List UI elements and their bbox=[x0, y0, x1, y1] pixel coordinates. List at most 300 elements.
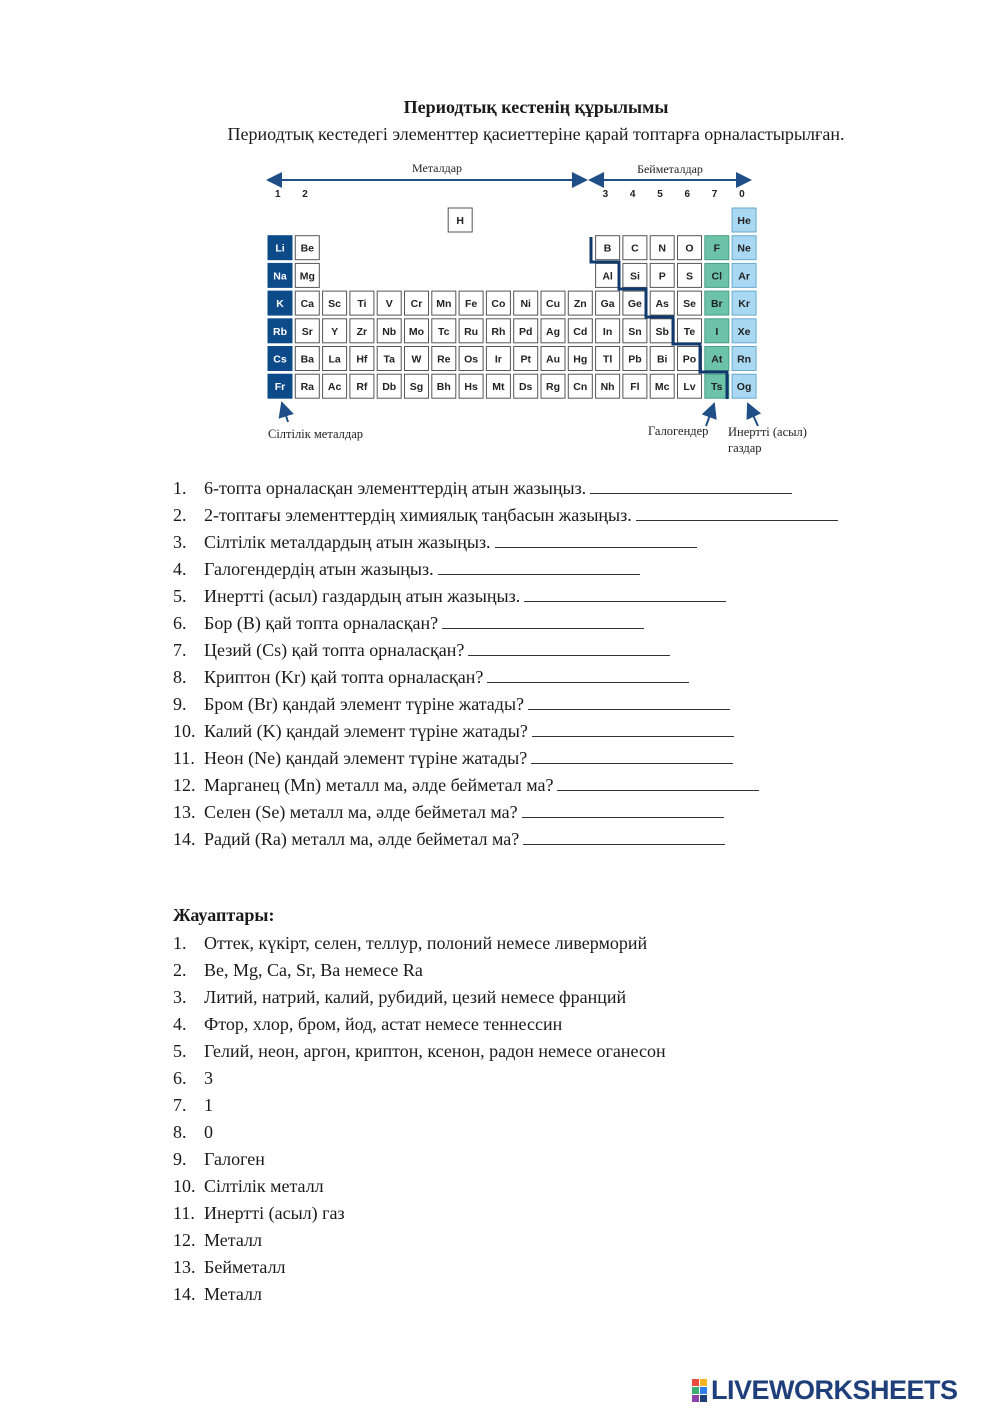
element-cell-zn bbox=[568, 291, 592, 315]
element-cell-re bbox=[432, 347, 456, 371]
element-symbol: Fr bbox=[274, 381, 286, 394]
answer-blank[interactable] bbox=[495, 532, 697, 548]
question-number: 14. bbox=[173, 829, 196, 849]
element-symbol: Br bbox=[710, 298, 723, 311]
element-symbol: Lv bbox=[683, 381, 696, 394]
answer-number: 13. bbox=[173, 1257, 196, 1277]
element-symbol: Be bbox=[300, 242, 315, 255]
element-symbol: Zn bbox=[573, 298, 587, 311]
element-cell-se bbox=[678, 291, 702, 315]
element-cell-ag bbox=[541, 319, 565, 343]
element-symbol: At bbox=[711, 353, 723, 366]
element-symbol: Pd bbox=[518, 325, 533, 338]
element-symbol: W bbox=[411, 353, 422, 366]
question-number: 2. bbox=[173, 505, 187, 525]
logo-mark-icon bbox=[692, 1379, 707, 1402]
element-cell-ca bbox=[295, 291, 319, 315]
question-text: Неон (Ne) қандай элемент түріне жатады? bbox=[204, 748, 528, 768]
answer-text: Инертті (асыл) газ bbox=[204, 1203, 345, 1223]
element-cell-hg bbox=[568, 347, 592, 371]
element-symbol: I bbox=[715, 325, 719, 338]
element-symbol: In bbox=[602, 325, 613, 338]
answer-item bbox=[173, 1039, 953, 1066]
element-symbol: Mn bbox=[436, 298, 452, 311]
element-cell-ta bbox=[377, 347, 401, 371]
element-cell-i bbox=[705, 319, 729, 343]
question-number: 13. bbox=[173, 802, 196, 822]
element-symbol: Sb bbox=[655, 325, 669, 338]
answer-item bbox=[173, 1012, 953, 1039]
element-cells bbox=[268, 208, 756, 398]
question-text: Марганец (Mn) металл ма, әлде бейметал ма? bbox=[204, 775, 554, 795]
element-symbol: Ir bbox=[494, 353, 502, 366]
element-cell-po bbox=[678, 347, 702, 371]
element-cell-fe bbox=[459, 291, 483, 315]
element-symbol: Li bbox=[275, 242, 285, 255]
question-item bbox=[173, 719, 953, 746]
answer-text: Металл bbox=[204, 1284, 262, 1304]
noble-label-line2: газдар bbox=[728, 441, 762, 455]
question-item bbox=[173, 476, 953, 503]
question-item bbox=[173, 638, 953, 665]
element-symbol: Ge bbox=[627, 298, 642, 311]
element-symbol: Hs bbox=[464, 381, 478, 394]
element-symbol: Tl bbox=[602, 353, 613, 366]
element-symbol: Ar bbox=[738, 270, 750, 283]
answer-item bbox=[173, 985, 953, 1012]
element-symbol: O bbox=[685, 242, 694, 255]
element-symbol: Co bbox=[491, 298, 506, 311]
element-symbol: Db bbox=[382, 381, 397, 394]
element-symbol: Ti bbox=[357, 298, 367, 311]
element-symbol: Cn bbox=[573, 381, 588, 394]
element-symbol: Hf bbox=[356, 353, 368, 366]
element-symbol: Cu bbox=[546, 298, 560, 311]
question-item bbox=[173, 827, 953, 854]
question-number: 8. bbox=[173, 667, 187, 687]
element-symbol: Ca bbox=[300, 298, 315, 311]
element-symbol: La bbox=[328, 353, 341, 366]
answer-number: 5. bbox=[173, 1041, 187, 1061]
periodic-table-diagram bbox=[262, 158, 822, 458]
element-symbol: Bi bbox=[656, 353, 668, 366]
answer-item bbox=[173, 1228, 953, 1255]
answer-text: Бейметалл bbox=[204, 1257, 286, 1277]
element-symbol: Si bbox=[629, 270, 640, 283]
element-symbol: Pb bbox=[628, 353, 642, 366]
element-symbol: B bbox=[603, 242, 612, 255]
page-title: Периодтық кестенің құрылымы bbox=[403, 97, 669, 117]
question-item bbox=[173, 611, 953, 638]
answer-text: Оттек, күкірт, селен, теллур, полоний немесе ливерморий bbox=[204, 933, 648, 953]
element-cell-br bbox=[705, 291, 729, 315]
element-cell-fl bbox=[623, 374, 647, 398]
element-symbol: Ba bbox=[300, 353, 315, 366]
question-number: 6. bbox=[173, 613, 187, 633]
question-text: Бор (B) қай топта орналасқан? bbox=[204, 613, 439, 633]
answer-item bbox=[173, 958, 953, 985]
answer-number: 7. bbox=[173, 1095, 187, 1115]
element-cell-mn bbox=[432, 291, 456, 315]
element-cell-cn bbox=[568, 374, 592, 398]
logo-square bbox=[692, 1395, 699, 1402]
element-symbol: F bbox=[713, 242, 721, 255]
group-numbers bbox=[275, 189, 745, 200]
group-number: 2 bbox=[302, 189, 308, 200]
question-number: 1. bbox=[173, 478, 187, 498]
element-symbol: Rh bbox=[491, 325, 506, 338]
element-symbol: C bbox=[631, 242, 639, 255]
question-item bbox=[173, 746, 953, 773]
answer-blank[interactable] bbox=[487, 667, 689, 683]
element-cell-pt bbox=[514, 347, 538, 371]
answer-text: 3 bbox=[204, 1068, 213, 1088]
element-cell-sr bbox=[295, 319, 319, 343]
question-number: 10. bbox=[173, 721, 196, 741]
element-symbol: Ds bbox=[518, 381, 533, 394]
element-symbol: Nb bbox=[382, 325, 397, 338]
noble-label-line1: Инертті (асыл) bbox=[728, 425, 807, 439]
element-symbol: Ag bbox=[546, 325, 560, 338]
answer-item bbox=[173, 1201, 953, 1228]
element-symbol: Zr bbox=[356, 325, 368, 338]
element-cell-zr bbox=[350, 319, 374, 343]
element-cell-la bbox=[323, 347, 347, 371]
answer-blank[interactable] bbox=[590, 478, 792, 494]
element-cell-mg bbox=[295, 263, 319, 287]
element-cell-n bbox=[650, 236, 674, 260]
answer-blank[interactable] bbox=[523, 829, 725, 845]
element-symbol: Sr bbox=[301, 325, 313, 338]
answer-blank[interactable] bbox=[524, 586, 726, 602]
element-cell-sg bbox=[405, 374, 429, 398]
element-cell-pd bbox=[514, 319, 538, 343]
element-cell-nb bbox=[377, 319, 401, 343]
element-cell-fr bbox=[268, 374, 292, 398]
element-symbol: Fe bbox=[464, 298, 478, 311]
question-number: 4. bbox=[173, 559, 187, 579]
question-number: 3. bbox=[173, 532, 187, 552]
answer-item bbox=[173, 931, 953, 958]
element-symbol: Al bbox=[602, 270, 613, 283]
element-cell-xe bbox=[732, 319, 756, 343]
element-cell-y bbox=[323, 319, 347, 343]
logo-square bbox=[692, 1387, 699, 1394]
element-symbol: As bbox=[655, 298, 669, 311]
element-symbol: Sc bbox=[328, 298, 342, 311]
element-symbol: Rg bbox=[546, 381, 560, 394]
element-symbol: V bbox=[385, 298, 393, 311]
question-item bbox=[173, 530, 953, 557]
element-cell-mt bbox=[486, 374, 510, 398]
element-symbol: Mc bbox=[654, 381, 670, 394]
halogen-arrow bbox=[706, 404, 714, 426]
logo-square bbox=[700, 1395, 707, 1402]
question-item bbox=[173, 584, 953, 611]
answer-item bbox=[173, 1120, 953, 1147]
element-cell-f bbox=[705, 236, 729, 260]
answer-blank[interactable] bbox=[557, 775, 759, 791]
element-cell-al bbox=[596, 263, 620, 287]
element-symbol: He bbox=[737, 215, 751, 227]
element-symbol: Sn bbox=[628, 325, 642, 338]
element-symbol: Na bbox=[273, 270, 287, 283]
element-symbol: Rn bbox=[737, 353, 752, 366]
element-cell-kr bbox=[732, 291, 756, 315]
halogen-label: Галогендер bbox=[648, 424, 709, 438]
element-cell-si bbox=[623, 263, 647, 287]
answer-text: Литий, натрий, калий, рубидий, цезий немесе франций bbox=[204, 987, 627, 1007]
element-symbol: Po bbox=[682, 353, 697, 366]
answer-number: 9. bbox=[173, 1149, 187, 1169]
question-text: Цезий (Cs) қай топта орналасқан? bbox=[204, 640, 465, 660]
element-symbol: Nh bbox=[600, 381, 615, 394]
question-text: Калий (K) қандай элемент түріне жатады? bbox=[204, 721, 528, 741]
answer-item bbox=[173, 1174, 953, 1201]
answer-list bbox=[173, 931, 953, 1309]
element-cell-ra bbox=[295, 374, 319, 398]
element-cell-li bbox=[268, 236, 292, 260]
element-cell-lv bbox=[678, 374, 702, 398]
answer-number: 11. bbox=[173, 1203, 195, 1223]
element-cell-ni bbox=[514, 291, 538, 315]
element-symbol: Cs bbox=[273, 353, 287, 366]
element-symbol: Au bbox=[546, 353, 560, 366]
question-number: 7. bbox=[173, 640, 187, 660]
element-symbol: Tc bbox=[438, 325, 450, 338]
nonmetals-label: Бейметалдар bbox=[637, 162, 703, 176]
element-cell-p bbox=[650, 263, 674, 287]
element-symbol: Ts bbox=[711, 381, 723, 394]
element-symbol: H bbox=[456, 215, 464, 227]
element-symbol: Y bbox=[331, 325, 339, 338]
element-symbol: Te bbox=[683, 325, 696, 338]
element-cell-o bbox=[678, 236, 702, 260]
element-cell-sc bbox=[323, 291, 347, 315]
question-item bbox=[173, 665, 953, 692]
question-number: 9. bbox=[173, 694, 187, 714]
element-cell-rf bbox=[350, 374, 374, 398]
element-cell-db bbox=[377, 374, 401, 398]
element-cell-ti bbox=[350, 291, 374, 315]
element-symbol: S bbox=[685, 270, 694, 283]
question-text: Сілтілік металдардың атын жазыңыз. bbox=[204, 532, 491, 552]
element-symbol: Se bbox=[683, 298, 696, 311]
group-number: 1 bbox=[275, 189, 281, 200]
answer-blank[interactable] bbox=[438, 559, 640, 575]
alkali-label: Сілтілік металдар bbox=[268, 427, 364, 441]
element-symbol: P bbox=[658, 270, 666, 283]
element-cell-co bbox=[486, 291, 510, 315]
element-symbol: Mg bbox=[299, 270, 315, 283]
element-symbol: Rf bbox=[356, 381, 368, 394]
element-cell-ge bbox=[623, 291, 647, 315]
logo-text: LIVEWORKSHEETS bbox=[711, 1374, 958, 1405]
element-symbol: Rb bbox=[273, 325, 287, 338]
element-symbol: Og bbox=[736, 381, 752, 394]
answer-text: 0 bbox=[204, 1122, 213, 1142]
element-cell-og bbox=[732, 374, 756, 398]
question-text: Селен (Se) металл ма, әлде бейметал ма? bbox=[204, 802, 518, 822]
element-cell-c bbox=[623, 236, 647, 260]
alkali-arrow bbox=[282, 403, 288, 422]
element-symbol: Ni bbox=[520, 298, 531, 311]
answer-item bbox=[173, 1066, 953, 1093]
element-cell-b bbox=[596, 236, 620, 260]
liveworksheets-logo[interactable] bbox=[692, 1374, 958, 1406]
element-symbol: Mt bbox=[492, 381, 505, 394]
answer-number: 4. bbox=[173, 1014, 187, 1034]
answer-text: Фтор, хлор, бром, йод, астат немесе теннессин bbox=[204, 1014, 563, 1034]
answer-blank[interactable] bbox=[522, 802, 724, 818]
answer-blank[interactable] bbox=[636, 505, 838, 521]
element-cell-cl bbox=[705, 263, 729, 287]
answer-text: Гелий, неон, аргон, криптон, ксенон, радон немесе оганесон bbox=[204, 1041, 666, 1061]
answer-blank[interactable] bbox=[442, 613, 644, 629]
metals-label: Металдар bbox=[411, 161, 463, 175]
element-symbol: Hg bbox=[573, 353, 588, 366]
group-number: 6 bbox=[684, 189, 691, 200]
element-cell-ar bbox=[732, 263, 756, 287]
element-cell-pb bbox=[623, 347, 647, 371]
element-symbol: Fl bbox=[630, 381, 640, 394]
answer-number: 6. bbox=[173, 1068, 187, 1088]
element-cell-ne bbox=[732, 236, 756, 260]
logo-square bbox=[692, 1379, 699, 1386]
element-symbol: Cl bbox=[711, 270, 723, 283]
element-cell-rn bbox=[732, 347, 756, 371]
group-number: 4 bbox=[629, 189, 636, 200]
answer-number: 1. bbox=[173, 933, 187, 953]
answer-blank[interactable] bbox=[531, 748, 733, 764]
element-cell-cs bbox=[268, 347, 292, 371]
answer-item bbox=[173, 1282, 953, 1309]
element-cell-cr bbox=[405, 291, 429, 315]
element-cell-ga bbox=[596, 291, 620, 315]
element-cell-rg bbox=[541, 374, 565, 398]
element-cell-k bbox=[268, 291, 292, 315]
question-item bbox=[173, 503, 953, 530]
element-cell-as bbox=[650, 291, 674, 315]
question-item bbox=[173, 692, 953, 719]
question-text: Галогендердің атын жазыңыз. bbox=[204, 559, 434, 579]
element-symbol: Sg bbox=[409, 381, 424, 394]
group-number: 3 bbox=[602, 189, 609, 200]
element-symbol: Ru bbox=[464, 325, 479, 338]
question-text: 6-топта орналасқан элементтердің атын жазыңыз. bbox=[204, 478, 587, 498]
element-cell-be bbox=[295, 236, 319, 260]
answer-blank[interactable] bbox=[468, 640, 670, 656]
element-cell-rb bbox=[268, 319, 292, 343]
answer-text: 1 bbox=[204, 1095, 213, 1115]
question-number: 11. bbox=[173, 748, 195, 768]
element-cell-sn bbox=[623, 319, 647, 343]
answer-text: Сілтілік металл bbox=[204, 1176, 324, 1196]
answer-number: 8. bbox=[173, 1122, 187, 1142]
element-cell-he bbox=[732, 208, 756, 232]
noble-arrow bbox=[748, 404, 758, 426]
element-cell-cd bbox=[568, 319, 592, 343]
element-symbol: Pt bbox=[520, 353, 531, 366]
answer-number: 10. bbox=[173, 1176, 196, 1196]
element-cell-ba bbox=[295, 347, 319, 371]
element-symbol: Os bbox=[464, 353, 479, 366]
element-cell-tc bbox=[432, 319, 456, 343]
element-cell-na bbox=[268, 263, 292, 287]
element-cell-cu bbox=[541, 291, 565, 315]
answer-blank[interactable] bbox=[528, 694, 730, 710]
element-cell-hs bbox=[459, 374, 483, 398]
element-cell-nh bbox=[596, 374, 620, 398]
element-symbol: N bbox=[658, 242, 666, 255]
element-cell-ts bbox=[705, 374, 729, 398]
element-symbol: Kr bbox=[738, 298, 750, 311]
question-number: 12. bbox=[173, 775, 196, 795]
answer-text: Галоген bbox=[204, 1149, 265, 1169]
element-cell-ds bbox=[514, 374, 538, 398]
question-item bbox=[173, 800, 953, 827]
element-cell-v bbox=[377, 291, 401, 315]
element-symbol: Ra bbox=[300, 381, 315, 394]
element-cell-au bbox=[541, 347, 565, 371]
element-cell-rh bbox=[486, 319, 510, 343]
answer-item bbox=[173, 1093, 953, 1120]
answer-text: Металл bbox=[204, 1230, 262, 1250]
answer-number: 14. bbox=[173, 1284, 196, 1304]
question-list bbox=[173, 476, 953, 854]
element-symbol: Mo bbox=[408, 325, 425, 338]
element-symbol: Ne bbox=[737, 242, 751, 255]
question-text: Бром (Br) қандай элемент түріне жатады? bbox=[204, 694, 525, 714]
group-number: 7 bbox=[711, 189, 718, 200]
question-text: Криптон (Kr) қай топта орналасқан? bbox=[204, 667, 484, 687]
answer-number: 12. bbox=[173, 1230, 196, 1250]
element-symbol: Cd bbox=[573, 325, 588, 338]
answer-text: Be, Mg, Ca, Sr, Ba немесе Ra bbox=[204, 960, 423, 980]
question-text: 2-топтағы элементтердің химиялық таңбасын жазыңыз. bbox=[204, 505, 632, 525]
element-symbol: Re bbox=[437, 353, 451, 366]
element-symbol: Ta bbox=[383, 353, 395, 366]
question-item bbox=[173, 557, 953, 584]
element-cell-te bbox=[678, 319, 702, 343]
answer-number: 3. bbox=[173, 987, 187, 1007]
element-cell-ru bbox=[459, 319, 483, 343]
element-symbol: Xe bbox=[737, 325, 751, 338]
group-number: 5 bbox=[657, 189, 663, 200]
logo-square bbox=[700, 1387, 707, 1394]
element-cell-in bbox=[596, 319, 620, 343]
element-symbol: Ac bbox=[327, 381, 342, 394]
element-symbol: K bbox=[276, 298, 284, 311]
group-number: 0 bbox=[739, 189, 745, 200]
element-cell-ac bbox=[323, 374, 347, 398]
element-cell-mo bbox=[405, 319, 429, 343]
element-cell-sb bbox=[650, 319, 674, 343]
element-cell-mc bbox=[650, 374, 674, 398]
page-subtitle: Периодтық кестедегі элементтер қасиеттеріне қарай топтарға орналастырылған. bbox=[227, 124, 845, 144]
element-cell-bi bbox=[650, 347, 674, 371]
answers-heading: Жауаптары: bbox=[173, 905, 275, 925]
element-cell-tl bbox=[596, 347, 620, 371]
element-symbol: Bh bbox=[436, 381, 451, 394]
element-cell-os bbox=[459, 347, 483, 371]
element-cell-h bbox=[448, 208, 472, 232]
element-cell-s bbox=[678, 263, 702, 287]
element-cell-hf bbox=[350, 347, 374, 371]
answer-blank[interactable] bbox=[532, 721, 734, 737]
question-text: Инертті (асыл) газдардың атын жазыңыз. bbox=[204, 586, 521, 606]
question-number: 5. bbox=[173, 586, 187, 606]
